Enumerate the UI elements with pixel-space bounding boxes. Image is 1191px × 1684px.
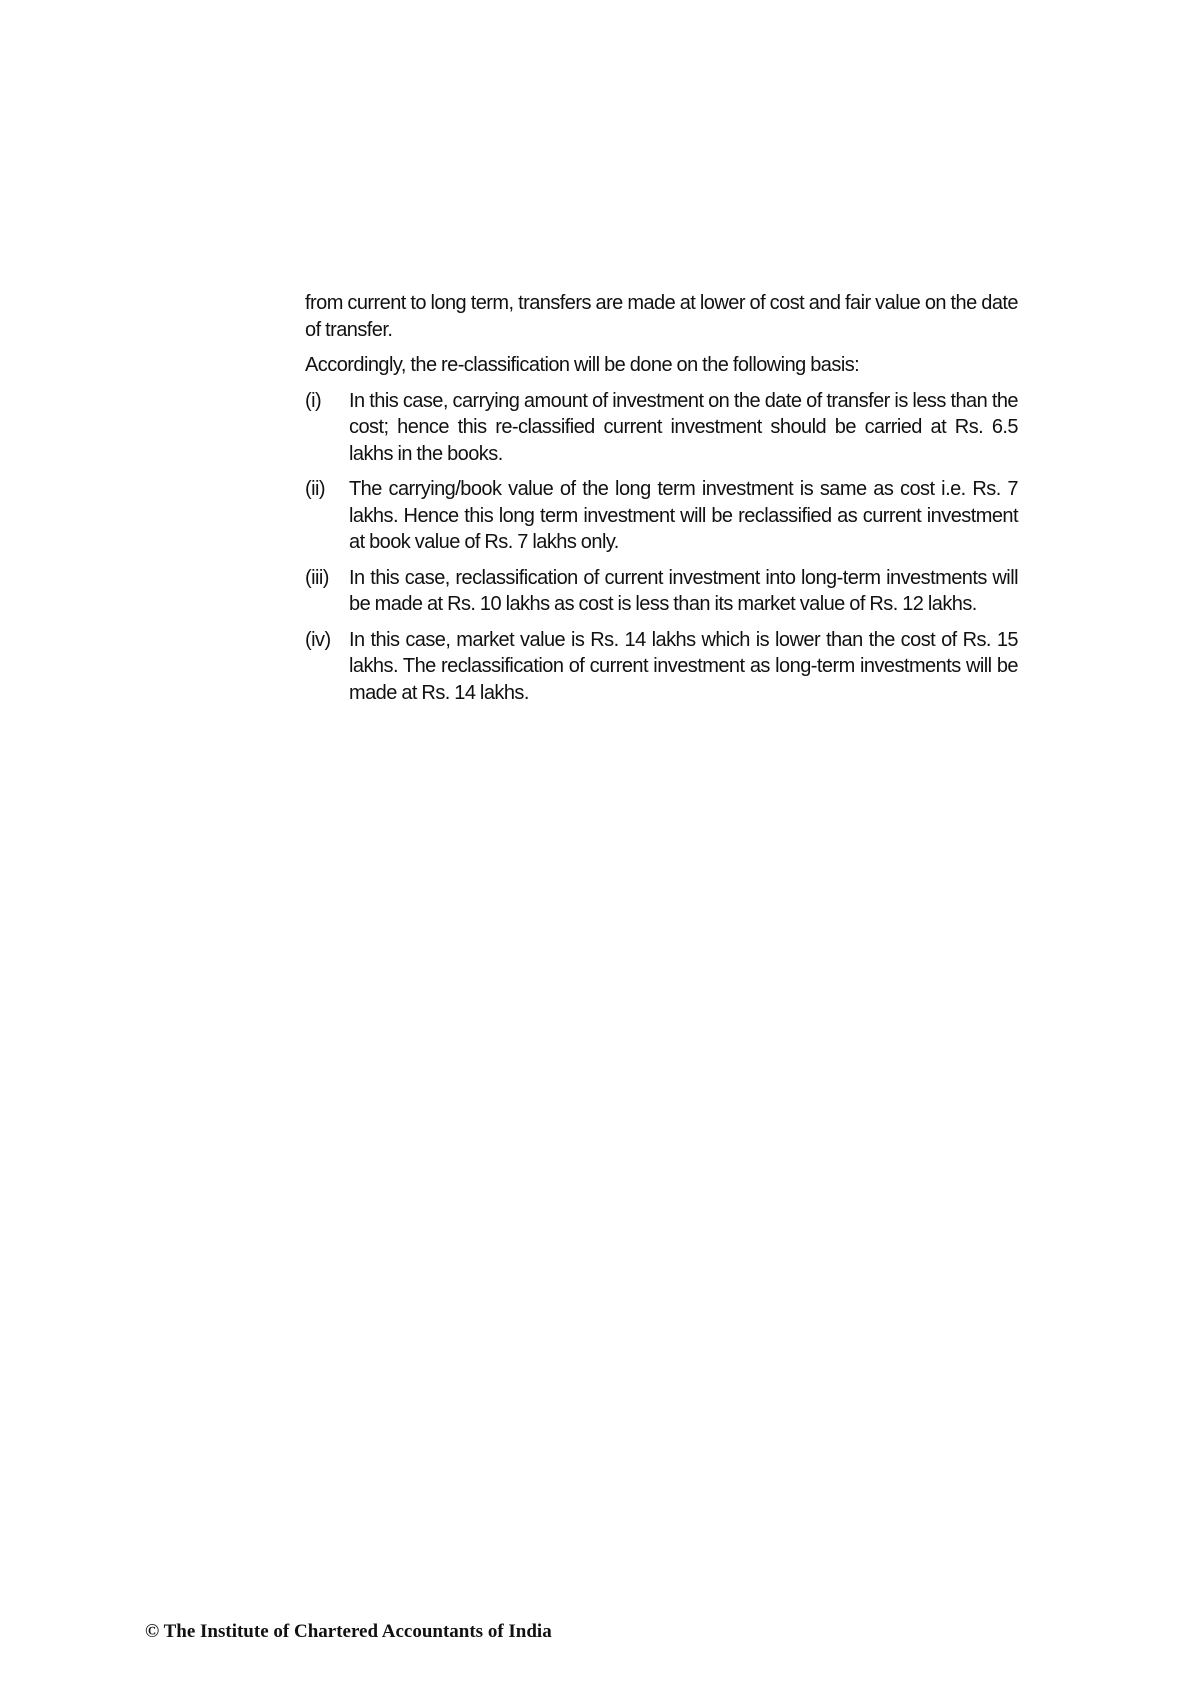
list-item-text: In this case, carrying amount of investment on the date of transfer is less than the cost; hence this re-classified current investment should be carried at Rs. 6.5 lakhs in the books. bbox=[349, 389, 1018, 465]
list-item bbox=[305, 565, 1018, 618]
basis-paragraph: Accordingly, the re-classification will be done on the following basis: bbox=[305, 354, 860, 376]
copyright-footer: © The Institute of Chartered Accountants of India bbox=[145, 1621, 552, 1642]
list-item bbox=[305, 476, 1018, 556]
list-item bbox=[305, 388, 1018, 468]
list-marker: (iv) bbox=[305, 628, 331, 651]
list-item-text: The carrying/book value of the long term investment is same as cost i.e. Rs. 7 lakhs. Hence this long term investment will be reclassified as current investment at book value of Rs. 7 lakhs only. bbox=[349, 478, 1018, 553]
list-item-text: In this case, reclassification of current investment into long-term investments will be made at Rs. 10 lakhs as cost is less than its market value of Rs. 12 lakhs. bbox=[349, 566, 1018, 615]
list-marker: (ii) bbox=[305, 478, 326, 500]
list-item bbox=[305, 627, 1018, 707]
list-item-text: In this case, market value is Rs. 14 lakhs which is lower than the cost of Rs. 15 lakhs. The reclassification of current investment as long-term investments will be made at Rs. 14 lakhs. bbox=[349, 628, 1018, 704]
intro-paragraph: from current to long term, transfers are made at lower of cost and fair value on the date of transfer. bbox=[305, 292, 1018, 341]
list-marker: (iii) bbox=[305, 566, 329, 589]
document-body bbox=[305, 290, 1018, 715]
list-marker: (i) bbox=[305, 389, 322, 412]
